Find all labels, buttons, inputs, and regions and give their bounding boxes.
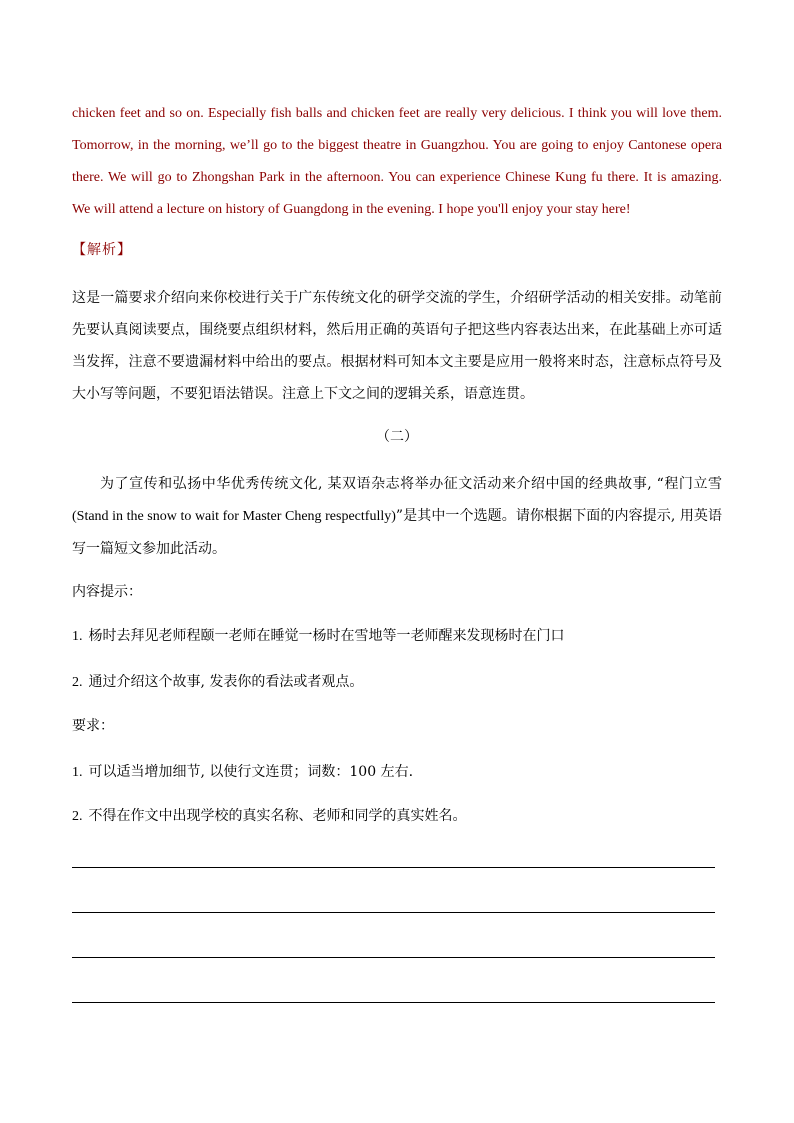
answer-line: there. We will go to Zhongshan Park in the afternoon. You can experience Chinese Kung fu there. It is amazing. (72, 170, 722, 185)
item-number: 2. (72, 809, 83, 824)
prompt-english-title: (Stand in the snow to wait for Master Cheng respectfully) (72, 509, 396, 524)
answer-writing-line[interactable] (72, 957, 715, 958)
item-text: 不得在作文中出现学校的真实名称、老师和同学的真实姓名。 (88, 808, 467, 824)
answer-line: We will attend a lecture on history of Guangdong in the evening. I hope you'll enjoy your stay here! (72, 202, 631, 217)
prompt-text: ”是其中一个选题。请你根据下面的内容提示, 用英语写一篇短文参加此活动。 (72, 508, 723, 557)
model-answer-text (72, 98, 722, 226)
answer-writing-line[interactable] (72, 912, 715, 913)
requirements-label: 要求： (72, 718, 114, 734)
analysis-body: 这是一篇要求介绍向来你校进行关于广东传统文化的研学交流的学生，介绍研学活动的相关安排。动笔前先要认真阅读要点，围绕要点组织材料，然后用正确的英语句子把这些内容表达出来，在此基础上亦可适当发挥，注意不要遗漏材料中给出的要点。根据材料可知本文主要是应用一般将来时态，注意标点符号及大小写等问题，不要犯语法错误。注意上下文之间的逻辑关系，语意连贯。 (72, 290, 722, 402)
answer-writing-line[interactable] (72, 867, 715, 868)
item-number: 1. (72, 765, 83, 780)
item-text: 通过介绍这个故事, 发表你的看法或者观点。 (88, 674, 364, 690)
answer-writing-line[interactable] (72, 1002, 715, 1003)
analysis-heading: 【解析】 (72, 242, 132, 258)
requirement-item (72, 761, 722, 784)
answer-line: chicken feet and so on. Especially fish balls and chicken feet are really very delicious. I think you will love them. (72, 106, 722, 121)
answer-line: Tomorrow, in the morning, we’ll go to the biggest theatre in Guangzhou. You are going to enjoy Cantonese opera (72, 138, 722, 153)
writing-prompt (72, 468, 722, 565)
item-text: 可以适当增加细节, 以使行文连贯；词数：100 左右. (88, 764, 414, 780)
section-title: （二） (376, 429, 418, 445)
item-number: 2. (72, 675, 83, 690)
content-hints-label: 内容提示： (72, 584, 142, 600)
item-text: 杨时去拜见老师程颐一老师在睡觉一杨时在雪地等一老师醒来发现杨时在门口 (88, 628, 565, 644)
requirement-item (72, 805, 722, 828)
prompt-text: 为了宣传和弘扬中华优秀传统文化, 某双语杂志将举办征文活动来介绍中国的经典故事, “程门立雪 (100, 476, 722, 492)
item-number: 1. (72, 629, 83, 644)
content-hint-item (72, 625, 722, 648)
content-hint-item (72, 671, 722, 694)
